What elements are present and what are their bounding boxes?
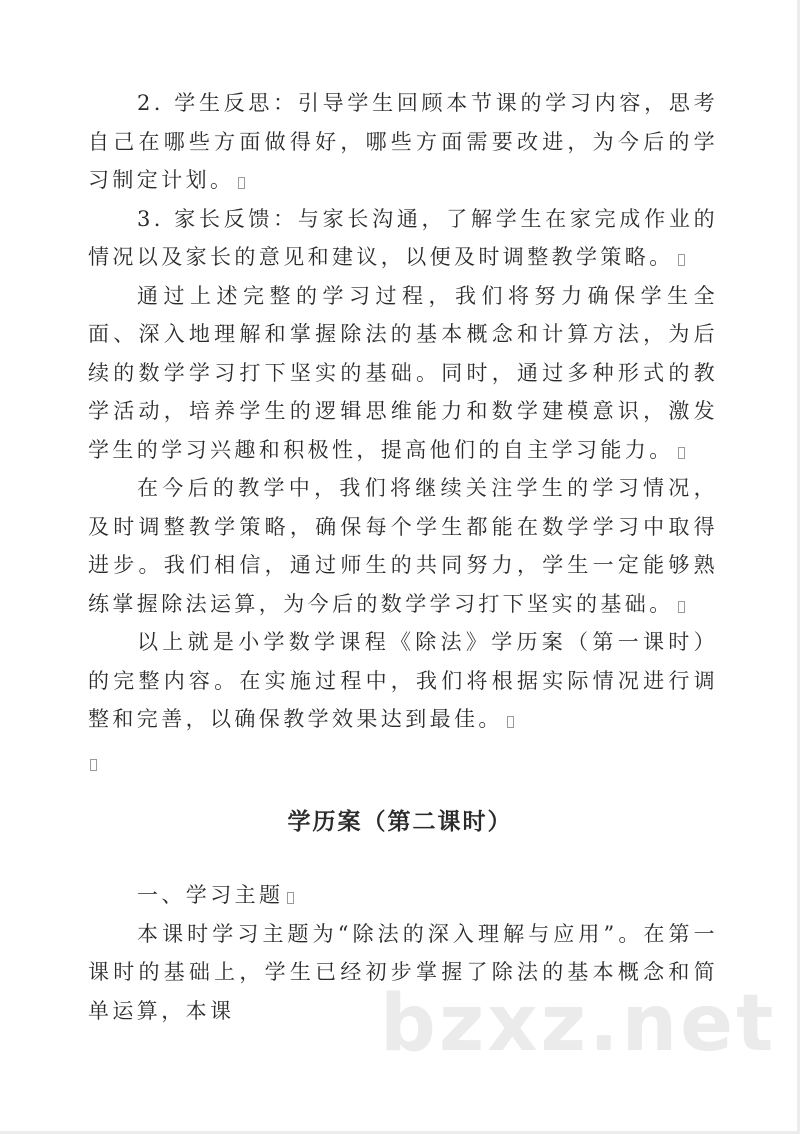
paragraph-mark-icon bbox=[507, 716, 514, 728]
paragraph-text: 本课时学习主题为“除法的深入理解与应用”。在第一课时的基础上，学生已经初步掌握了除法的基本概念和简单运算，本课 bbox=[88, 921, 718, 1023]
paragraph-mark-icon bbox=[90, 759, 97, 771]
paragraph-summary bbox=[88, 623, 718, 739]
document-body bbox=[88, 84, 718, 1030]
paragraph-text: 在今后的教学中，我们将继续关注学生的学习情况，及时调整教学策略，确保每个学生都能在数学学习中取得进步。我们相信，通过师生的共同努力，学生一定能够熟练掌握除法运算，为今后的数学学习打下坚实的基础。 bbox=[88, 476, 718, 616]
paragraph-learning-topic bbox=[88, 915, 718, 1031]
list-item-text: 2. 学生反思：引导学生回顾本节课的学习内容，思考自己在哪些方面做得好，哪些方面需要改进，为今后的学习制定计划。 bbox=[88, 91, 718, 192]
paragraph-learning-process bbox=[88, 277, 718, 470]
section-heading-learning-topic bbox=[88, 876, 718, 915]
watermark: bzxz.net bbox=[380, 979, 777, 1069]
paragraph-mark-icon bbox=[678, 601, 685, 613]
paragraph-future-teaching bbox=[88, 469, 718, 623]
list-item-student-reflection bbox=[88, 84, 718, 200]
paragraph-mark-icon bbox=[238, 177, 245, 189]
list-item-text: 3. 家长反馈：与家长沟通，了解学生在家完成作业的情况以及家长的意见和建议，以便及时调整教学策略。 bbox=[88, 206, 718, 269]
paragraph-text: 以上就是小学数学课程《除法》学历案（第一课时）的完整内容。在实施过程中，我们将根据实际情况进行调整和完善，以确保教学效果达到最佳。 bbox=[88, 630, 718, 731]
paragraph-mark-icon bbox=[678, 447, 685, 459]
section-title: 学历案（第二课时） bbox=[287, 808, 513, 835]
paragraph-mark-icon bbox=[287, 892, 294, 904]
heading-text: 一、学习主题 bbox=[137, 883, 284, 907]
paragraph-text: 通过上述完整的学习过程，我们将努力确保学生全面、深入地理解和掌握除法的基本概念和计算方法，为后续的数学学习打下坚实的基础。同时，通过多种形式的教学活动，培养学生的逻辑思维能力和数学建模意识，激发学生的学习兴趣和积极性，提高他们的自主学习能力。 bbox=[88, 283, 718, 462]
list-item-parent-feedback bbox=[88, 200, 718, 277]
paragraph-mark-icon bbox=[678, 254, 685, 266]
empty-paragraph bbox=[88, 739, 718, 778]
